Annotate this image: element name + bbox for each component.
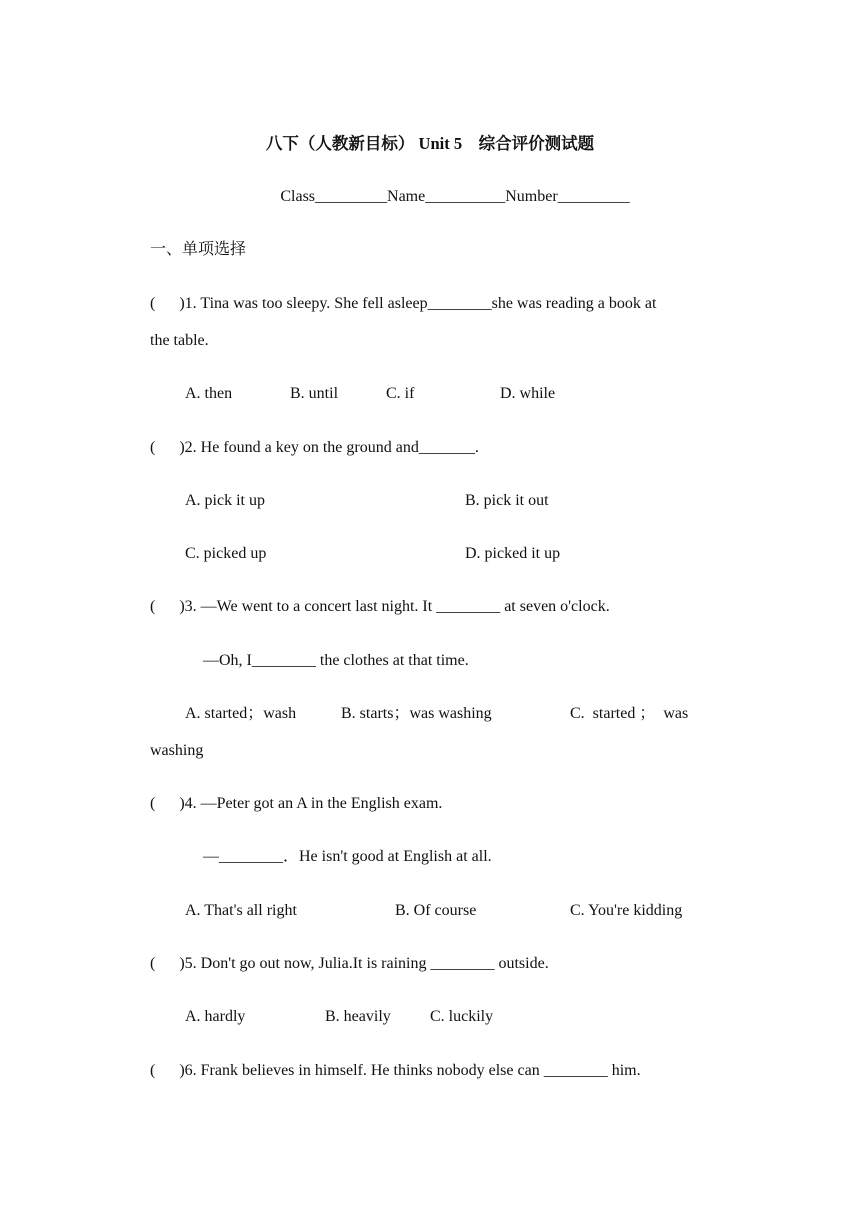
question-1-option-b: B. until bbox=[290, 385, 339, 402]
question-5-option-a: A. hardly bbox=[185, 1008, 246, 1025]
question-2-option-d: D. picked it up bbox=[465, 545, 561, 562]
question-1-option-a: A. then bbox=[185, 385, 233, 402]
page-title: 八下（人教新目标） Unit 5 综合评价测试题 bbox=[265, 134, 595, 153]
question-3-option-a: A. started；wash bbox=[185, 705, 297, 722]
class-name-number-line: Class_________Name__________Number_________ bbox=[280, 188, 630, 205]
question-4-reply: —________．He isn't good at English at all. bbox=[203, 848, 492, 865]
question-5-stem: ( )5. Don't go out now, Julia.It is raining ________ outside. bbox=[150, 955, 549, 972]
question-3-option-b: B. starts；was washing bbox=[341, 705, 492, 722]
question-5-option-c: C. luckily bbox=[430, 1008, 494, 1025]
question-1-option-c: C. if bbox=[386, 385, 415, 402]
question-2-stem: ( )2. He found a key on the ground and_______. bbox=[150, 439, 479, 456]
question-6-stem: ( )6. Frank believes in himself. He thinks nobody else can ________ him. bbox=[150, 1062, 641, 1079]
question-4-option-c: C. You're kidding bbox=[570, 902, 683, 919]
question-1-option-d: D. while bbox=[500, 385, 556, 402]
section-heading: 一、单项选择 bbox=[150, 241, 247, 258]
question-3-reply: —Oh, I________ the clothes at that time. bbox=[203, 652, 469, 669]
question-1-stem: ( )1. Tina was too sleepy. She fell asleep________she was reading a book at bbox=[150, 295, 657, 312]
question-3-option-continuation: washing bbox=[150, 742, 204, 759]
question-5-option-b: B. heavily bbox=[325, 1008, 391, 1025]
question-3-stem: ( )3. —We went to a concert last night. It ________ at seven o'clock. bbox=[150, 598, 610, 615]
question-4-option-a: A. That's all right bbox=[185, 902, 297, 919]
question-2-option-c: C. picked up bbox=[185, 545, 267, 562]
question-2-option-a: A. pick it up bbox=[185, 492, 265, 509]
question-2-option-b: B. pick it out bbox=[465, 492, 549, 509]
question-4-option-b: B. Of course bbox=[395, 902, 477, 919]
question-4-stem: ( )4. —Peter got an A in the English exam. bbox=[150, 795, 443, 812]
question-3-option-c: C. started ； was bbox=[570, 705, 689, 722]
question-1-stem-continuation: the table. bbox=[150, 332, 209, 349]
